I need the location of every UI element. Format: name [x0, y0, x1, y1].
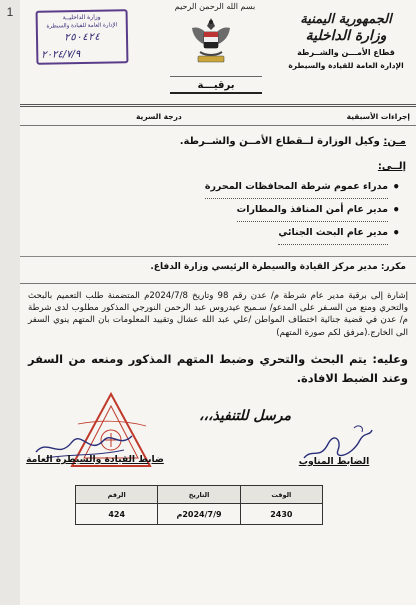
recipient-item: • مدراء عموم شرطة المحافظات المحررة — [30, 176, 388, 199]
registry-value-row — [76, 504, 323, 525]
registry-date-header: التاريخ — [158, 486, 240, 504]
meta-bar — [20, 104, 416, 126]
orders-paragraph: وعليه: يتم البحث والتحري وضبط المتهم المذكور ومنعه من السفر وعند الضبط الافادة. — [28, 352, 408, 385]
send-for-execution: مرسل للتنفيذ،،، — [199, 408, 291, 424]
recipient-item: • مدير عام البحث الجنائي — [30, 222, 388, 245]
ministry-name: وزارة الداخلية — [305, 28, 387, 44]
republic-name: الجمهورية اليمنية — [300, 12, 392, 27]
basmala: بسم الله الرحمن الرحيم — [174, 2, 256, 11]
yemen-eagle-emblem-icon — [182, 12, 240, 70]
recipients-list — [30, 176, 406, 245]
telegram-title: برقيـــة — [170, 76, 262, 94]
control-officer-signature: ضابط القيادة والسيطرة العامة — [26, 454, 164, 465]
registry-number-header: الرقم — [76, 486, 158, 504]
secrecy-level: درجة السرية — [136, 112, 182, 121]
cc-value: مدير مركز القيادة والسيطرة الرئيسي وزارة الدفاع. — [150, 262, 378, 272]
recipient-item: • مدير عام أمن المنافذ والمطارات — [30, 199, 388, 222]
directorate-name: الإدارة العامة للقيادة والسيطرة — [288, 61, 404, 70]
registry-number-value: 424 — [76, 504, 158, 525]
to-label: إلــى: — [377, 161, 406, 172]
message-body: إشارة إلى برقية مدير عام شرطة م/ عدن رقم 98 وتاريخ 2024/7/8م المتضمنة طلب التعميم بالبحث والتحري ومنع من السـفر على المدعو/ سـميح عيدروس عبد الرحمن النورجي المذكور مطلوب لدى شرطة م/ عدن في قضية جنائية اختطاف المواطن /علي عبد الله عشال وتقييد المعلومات بان المتهم ينوي السفر الى الخارج.(مرفق لكم صورة المتهم) — [28, 291, 409, 338]
registry-date-value: 2024/7/9م — [158, 504, 240, 525]
from-value: وكيل الوزارة لــقطاع الأمــن والشــرطة. — [179, 136, 380, 147]
registry-header-row — [76, 486, 323, 504]
stamp-line-1: وزارة الداخليــة — [62, 13, 101, 22]
page-number: 1 — [6, 5, 14, 19]
sector-name: قطاع الأمـــن والشــرطة — [297, 48, 395, 57]
letterhead — [286, 12, 406, 70]
duty-officer-signature: الضابط المناوب — [298, 456, 370, 467]
cc-line — [20, 256, 416, 276]
stamp-number: ٢٥٠٤٢٤ — [63, 31, 101, 44]
from-line — [30, 136, 406, 147]
registry-table — [75, 485, 323, 525]
from-label: مـن: — [383, 136, 406, 147]
registry-time-header: الوقت — [240, 486, 322, 504]
stamp-line-2: الإدارة العامة للقيادة والسيطرة — [46, 22, 118, 30]
incoming-stamp — [36, 9, 129, 65]
registry-time-value: 2430 — [240, 504, 322, 525]
document-sheet — [20, 0, 416, 605]
procedure-type: إجراءات الأسبقية — [346, 112, 410, 121]
cc-label: مكرر: — [380, 262, 406, 272]
stamp-date: ٢٠٢٤/٧/٩ — [41, 49, 81, 61]
